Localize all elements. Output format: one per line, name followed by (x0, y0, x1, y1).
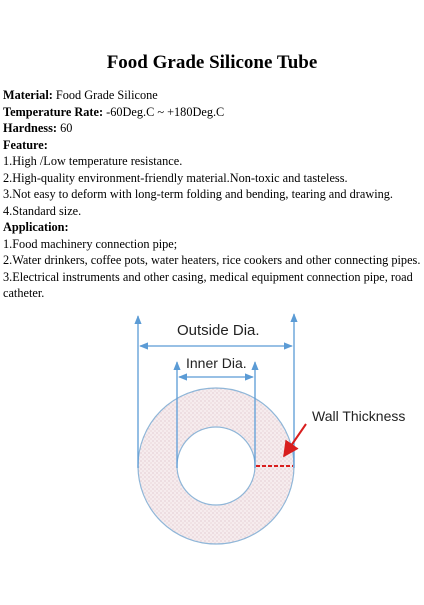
outside-dia-label: Outside Dia. (174, 322, 263, 339)
spec-hardness-value: 60 (60, 121, 73, 135)
feature-item: 1.High /Low temperature resistance. (3, 154, 183, 168)
application-heading (3, 219, 423, 236)
spec-material-value: Food Grade Silicone (55, 88, 158, 102)
tube-dimension-diagram (0, 300, 424, 600)
inner-bore (177, 427, 255, 505)
feature-item: 4.Standard size. (3, 203, 82, 218)
application-item: 2.Water drinkers, coffee pots, water heaters, rice cookers and other connecting pipes. (3, 253, 421, 267)
feature-heading-text: Feature: (3, 137, 48, 152)
application-item: 3.Electrical instruments and other casing, medical equipment connection pipe, road catheter. (3, 269, 413, 300)
inner-dia-label: Inner Dia. (186, 355, 247, 371)
feature-item: 2.High-quality environment-friendly material.Non-toxic and tasteless. (3, 170, 348, 185)
spec-temperature-value: -60Deg.C ~ +180Deg.C (106, 104, 225, 119)
spec-temperature-label: Temperature Rate: (3, 104, 104, 119)
spec-material-label: Material: (3, 88, 53, 102)
feature-item: 3.Not easy to deform with long-term folding and bending, tearing and drawing. (3, 187, 393, 201)
application-item: 1.Food machinery connection pipe; (3, 236, 178, 251)
tube-diagram-svg (0, 300, 424, 600)
feature-heading (3, 137, 423, 154)
wall-thickness-label: Wall Thickness (312, 408, 406, 424)
page-title: Food Grade Silicone Tube (106, 52, 318, 73)
spec-hardness (3, 120, 423, 137)
spec-temperature (3, 104, 423, 121)
spec-block (3, 87, 423, 302)
application-heading-text: Application: (3, 220, 69, 234)
spec-hardness-label: Hardness: (3, 121, 57, 135)
spec-material (3, 87, 423, 104)
